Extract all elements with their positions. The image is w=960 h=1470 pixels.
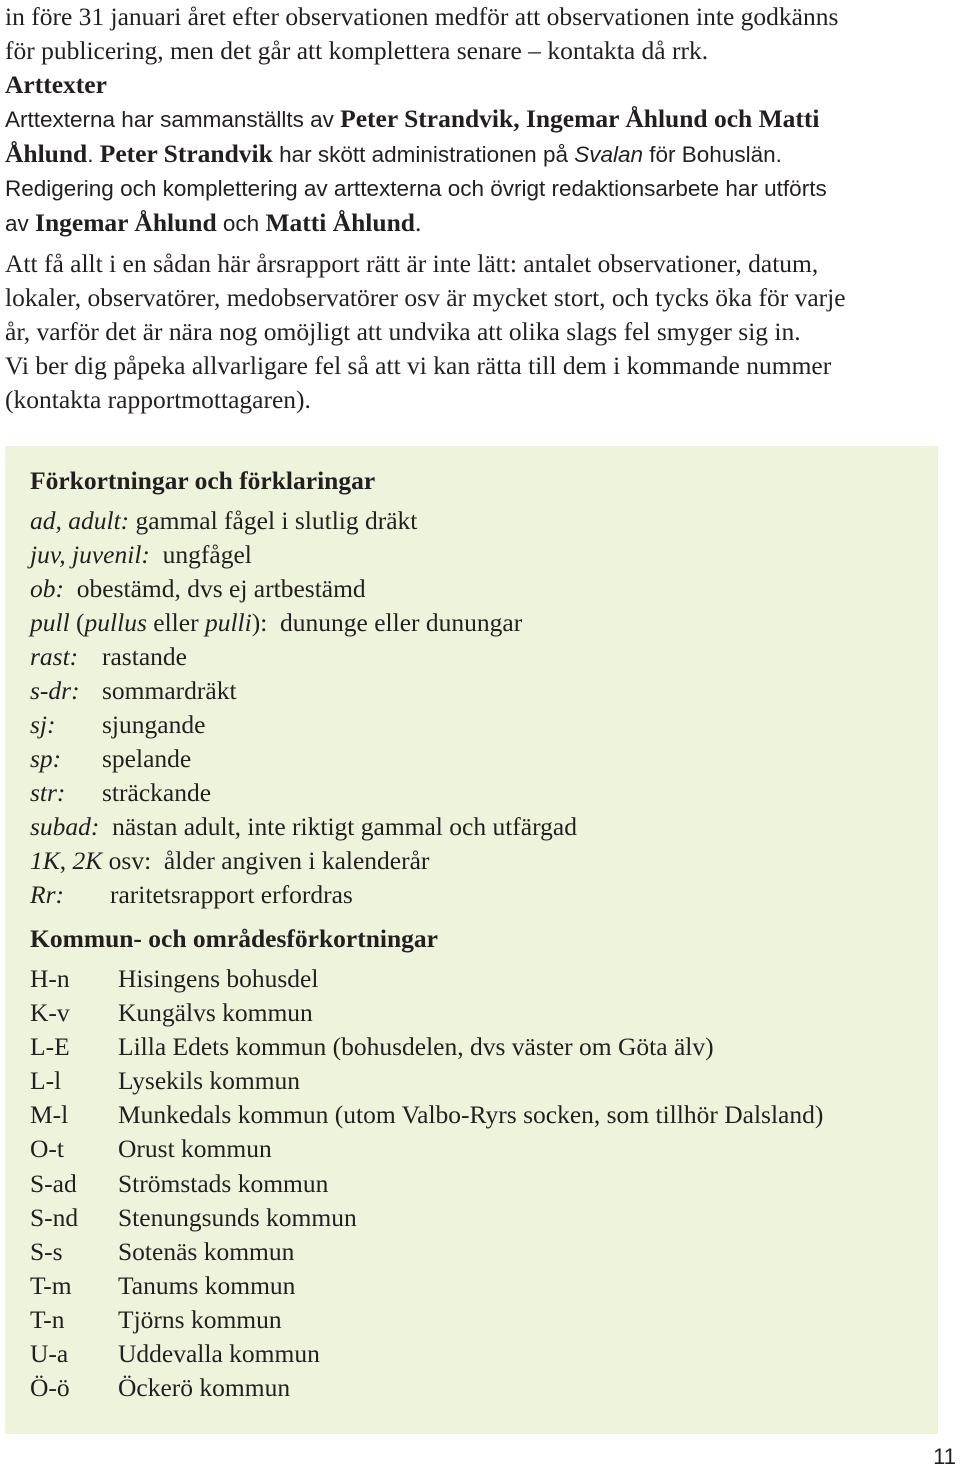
kommun-row (30, 1132, 938, 1166)
kommun-name: Öckerö kommun (118, 1373, 291, 1403)
kommun-name: Tjörns kommun (118, 1304, 282, 1334)
kommun-name: Uddevalla kommun (118, 1339, 320, 1369)
kommun-code: H-n (30, 964, 70, 993)
kommun-name: Orust kommun (118, 1134, 272, 1164)
kommun-name: Munkedals kommun (utom Valbo-Ryrs socken, som tillhör Dalsland) (118, 1100, 824, 1130)
body-text (5, 0, 955, 417)
kommun-code: K-v (30, 998, 70, 1028)
kommun-title: Kommun- och områdesförkortningar (30, 924, 438, 953)
intro-line: för publicering, men det går att komplettera senare – kontakta då rrk. (5, 36, 709, 65)
paragraph-line: år, varför det är nära nog omöjligt att undvika att olika slags fel smyger sig in. (5, 317, 801, 346)
kommun-name: Lilla Edets kommun (bohusdelen, dvs väster om Göta älv) (118, 1032, 714, 1062)
kommun-row (30, 1269, 938, 1303)
kommun-section (30, 922, 938, 1405)
section-heading-arttexter: Arttexter (5, 70, 107, 99)
abbrev-item: sj: sjungande (30, 710, 206, 739)
errata-paragraph (5, 247, 955, 417)
abbrev-item: ob: obestämd, dvs ej artbestämd (30, 574, 366, 603)
kommun-row (30, 962, 938, 996)
arttexter-line: Åhlund. Peter Strandvik har skött administrationen på Svalan för Bohuslän. (5, 139, 782, 168)
abbrev-item: subad: nästan adult, inte riktigt gammal och utfärgad (30, 812, 577, 841)
kommun-name: Sotenäs kommun (118, 1236, 295, 1266)
kommun-row (30, 1303, 938, 1337)
kommun-name: Hisingens bohusdel (118, 964, 319, 993)
kommun-code: T-n (30, 1304, 65, 1334)
kommun-row (30, 1371, 938, 1405)
kommun-row (30, 1201, 938, 1235)
kommun-row (30, 1030, 938, 1064)
kommun-name: Kungälvs kommun (118, 998, 313, 1028)
abbrev-item: juv, juvenil: ungfågel (30, 540, 252, 569)
kommun-row (30, 1167, 938, 1201)
abbrev-item: s-dr: sommardräkt (30, 676, 237, 705)
kommun-code: M-l (30, 1100, 69, 1130)
paragraph-line: Att få allt i en sådan här årsrapport rätt är inte lätt: antalet observationer, datum, (5, 249, 819, 278)
kommun-name: Stenungsunds kommun (118, 1202, 357, 1232)
abbrev-item: 1K, 2K osv: ålder angiven i kalenderår (30, 846, 430, 875)
kommun-code: S-s (30, 1236, 63, 1266)
kommun-code: L-l (30, 1066, 62, 1096)
paragraph-line: (kontakta rapportmottagaren). (5, 385, 311, 414)
kommun-row (30, 1064, 938, 1098)
kommun-code: T-m (30, 1270, 72, 1300)
kommun-name: Lysekils kommun (118, 1066, 301, 1096)
page-number: 11 (933, 1444, 956, 1469)
intro-line: in före 31 januari året efter observationen medför att observationen inte godkänns (5, 2, 839, 31)
kommun-code: O-t (30, 1134, 64, 1164)
abbreviations-box (5, 446, 938, 1434)
kommun-code: L-E (30, 1032, 70, 1062)
kommun-list (30, 962, 938, 1405)
kommun-row (30, 1337, 938, 1371)
kommun-row (30, 1235, 938, 1269)
paragraph-line: Vi ber dig påpeka allvarligare fel så att vi kan rätta till dem i kommande nummer (5, 351, 832, 380)
kommun-name: Strömstads kommun (118, 1168, 329, 1198)
arttexter-line: Arttexterna har sammanställts av Peter Strandvik, Ingemar Åhlund och Matti (5, 104, 820, 133)
kommun-row (30, 1098, 938, 1132)
arttexter-line: Redigering och komplettering av arttexterna och övrigt redaktionsarbete har utförts (5, 176, 827, 201)
abbrev-item: sp: spelande (30, 744, 192, 773)
arttexter-line: av Ingemar Åhlund och Matti Åhlund. (5, 208, 422, 237)
kommun-name: Tanums kommun (118, 1270, 296, 1300)
kommun-row (30, 996, 938, 1030)
abbreviations-title: Förkortningar och förklaringar (30, 466, 376, 495)
abbrev-item: Rr: raritetsrapport erfordras (30, 880, 353, 909)
abbrev-item: ad, adult: gammal fågel i slutlig dräkt (30, 506, 418, 535)
paragraph-line: lokaler, observatörer, medobservatörer osv är mycket stort, och tycks öka för varje (5, 283, 846, 312)
abbrev-item: pull (pullus eller pulli): dununge eller dunungar (30, 608, 523, 637)
abbrev-item: rast: rastande (30, 642, 187, 671)
kommun-code: S-nd (30, 1202, 79, 1232)
kommun-code: U-a (30, 1339, 69, 1369)
kommun-code: S-ad (30, 1168, 77, 1198)
abbrev-item: str: sträckande (30, 778, 212, 807)
kommun-code: Ö-ö (30, 1373, 70, 1403)
